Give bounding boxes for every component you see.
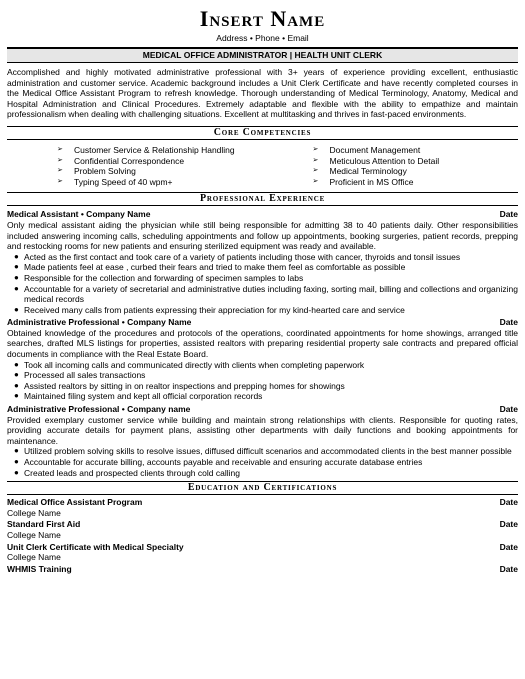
credential-date: Date bbox=[499, 541, 518, 552]
education-item bbox=[7, 564, 518, 575]
competency-item: ➢ Problem Solving bbox=[57, 166, 136, 177]
competency-item: ➢ Meticulous Attention to Detail bbox=[312, 155, 440, 166]
job-header bbox=[7, 317, 518, 328]
job-header bbox=[7, 404, 518, 415]
job-bullets bbox=[7, 446, 518, 478]
job-description: Obtained knowledge of the procedures and protocols of the operations, coordinated appointments for home showings, arranged title searches, drafted MLS listings for properties, assisted realtors with preparing residential property sale contracts and prepared official documents in compliance with the Real Estate Board. bbox=[7, 327, 518, 360]
job-bullets bbox=[7, 360, 518, 402]
list-item: ● Accountable for a variety of secretarial and administrative duties including faxing, sorting mail, billing and collections and organizing medical records bbox=[14, 283, 518, 305]
credential-name: Medical Office Assistant Program bbox=[7, 497, 143, 508]
round-bullet-icon: ● bbox=[14, 370, 19, 380]
credential-date: Date bbox=[499, 497, 518, 508]
job-title: Administrative Professional • Company Name bbox=[7, 317, 192, 328]
school-name: College Name bbox=[7, 529, 61, 540]
round-bullet-icon: ● bbox=[14, 283, 19, 293]
education-heading: Education and Certifications bbox=[7, 481, 518, 495]
list-item: ● Accountable for accurate billing, accounts payable and receivable and ensuring accurate database entries bbox=[14, 457, 423, 467]
list-item: ● Responsible for the collection and forwarding of specimen samples to labs bbox=[14, 272, 304, 283]
job-date: Date bbox=[499, 404, 518, 415]
job-date: Date bbox=[499, 209, 518, 220]
round-bullet-icon: ● bbox=[14, 467, 19, 477]
credential-date: Date bbox=[499, 519, 518, 530]
round-bullet-icon: ● bbox=[14, 359, 19, 369]
credential-date: Date bbox=[499, 563, 518, 574]
arrow-bullet-icon: ➢ bbox=[312, 145, 319, 153]
job-description: Provided exemplary customer service while building and maintain strong relationships with clients. Responsible for quoting rates, providing accurate details for payment plans, assisting other departments with daily functions and booking appointments for maintenance. bbox=[7, 414, 518, 446]
credential-name: Unit Clerk Certificate with Medical Specialty bbox=[7, 541, 184, 552]
education-item bbox=[7, 497, 518, 518]
list-item: ● Made patients feel at ease , curbed their fears and tried to make them feel as comfortable as possible bbox=[14, 262, 406, 273]
education-item bbox=[7, 519, 518, 540]
list-item: ● Took all incoming calls and communicated directly with clients when completing paperwork bbox=[14, 359, 365, 370]
competencies-right bbox=[263, 145, 519, 187]
candidate-name: Insert Name bbox=[199, 6, 326, 31]
list-item: ● Acted as the first contact and took care of a variety of patients including those with cancer, thyroids and tonsil issues bbox=[14, 251, 461, 262]
job-bullets bbox=[7, 252, 518, 316]
competencies-grid bbox=[7, 140, 518, 191]
arrow-bullet-icon: ➢ bbox=[312, 177, 319, 185]
competency-item: ➢ Typing Speed of 40 wpm+ bbox=[57, 176, 173, 187]
arrow-bullet-icon: ➢ bbox=[57, 167, 63, 175]
list-item: ● Processed all sales transactions bbox=[14, 370, 146, 381]
job-description: Only medical assistant aiding the physician while still being responsible for admitting 38 to 40 patients daily. Other responsibilities included answering incoming calls, scheduling appointments and follow up appointments, booking surgeries, patient records, prepping and restocking rooms for new patients and ensuring sterilized equipment was ready and available. bbox=[7, 219, 518, 252]
competencies-left bbox=[57, 145, 263, 187]
list-item: ● Utilized problem solving skills to resolve issues, diffused difficult scenarios and accommodated clients in the best manner possible bbox=[14, 446, 512, 457]
arrow-bullet-icon: ➢ bbox=[312, 167, 319, 175]
round-bullet-icon: ● bbox=[14, 251, 19, 261]
competency-item: ➢ Customer Service & Relationship Handling bbox=[57, 144, 235, 155]
arrow-bullet-icon: ➢ bbox=[57, 145, 63, 153]
summary-paragraph: Accomplished and highly motivated administrative professional with 3+ years of experience providing excellent, enthusiastic administration and customer service. Academic background includes a Unit Clerk Certificate and have recently completed courses in the Medical Office Assistant Program to refresh knowledge. Thorough understanding of Medical Terminology, Anatomy, Medical and Hospital Administration and Clinical Procedures. Extremely adaptable and flexible with the ability to empathize and maintain professionalism when dealing with challenging situations. Excellent at multitasking and thrives in fast-paced environments. bbox=[7, 67, 518, 120]
job-date: Date bbox=[499, 317, 518, 328]
competency-item: ➢ Document Management bbox=[312, 144, 421, 155]
list-item: ● Received many calls from patients expressing their appreciation for my kind-hearted care and service bbox=[14, 304, 405, 315]
job-title: Medical Assistant • Company Name bbox=[7, 209, 151, 220]
competency-item: ➢ Proficient in MS Office bbox=[312, 176, 414, 187]
education-item bbox=[7, 542, 518, 563]
round-bullet-icon: ● bbox=[14, 457, 19, 466]
round-bullet-icon: ● bbox=[14, 262, 19, 272]
competency-item: ➢ Medical Terminology bbox=[312, 166, 407, 177]
job-title-bar: MEDICAL OFFICE ADMINISTRATOR | HEALTH UNIT CLERK bbox=[7, 49, 518, 63]
round-bullet-icon: ● bbox=[14, 304, 19, 314]
job-title: Administrative Professional • Company name bbox=[7, 404, 191, 415]
job-header bbox=[7, 209, 518, 220]
list-item: ● Assisted realtors by sitting in on realtor inspections and prepping homes for showings bbox=[14, 380, 345, 391]
round-bullet-icon: ● bbox=[14, 380, 19, 390]
arrow-bullet-icon: ➢ bbox=[57, 156, 63, 164]
experience-heading: Professional Experience bbox=[7, 192, 518, 206]
competency-item: ➢ Confidential Correspondence bbox=[57, 155, 185, 166]
arrow-bullet-icon: ➢ bbox=[57, 177, 63, 185]
school-name: College Name bbox=[7, 507, 61, 518]
contact-line: Address • Phone • Email bbox=[216, 33, 309, 43]
competencies-heading: Core Competencies bbox=[7, 126, 518, 140]
credential-name: WHMIS Training bbox=[7, 563, 72, 574]
list-item: ● Maintained filing system and kept all official corporation records bbox=[14, 391, 263, 402]
list-item: ● Created leads and prospected clients through cold calling bbox=[14, 467, 240, 478]
credential-name: Standard First Aid bbox=[7, 519, 81, 530]
round-bullet-icon: ● bbox=[14, 391, 19, 401]
arrow-bullet-icon: ➢ bbox=[312, 156, 319, 164]
round-bullet-icon: ● bbox=[14, 446, 19, 456]
school-name: College Name bbox=[7, 552, 61, 563]
round-bullet-icon: ● bbox=[14, 272, 19, 282]
